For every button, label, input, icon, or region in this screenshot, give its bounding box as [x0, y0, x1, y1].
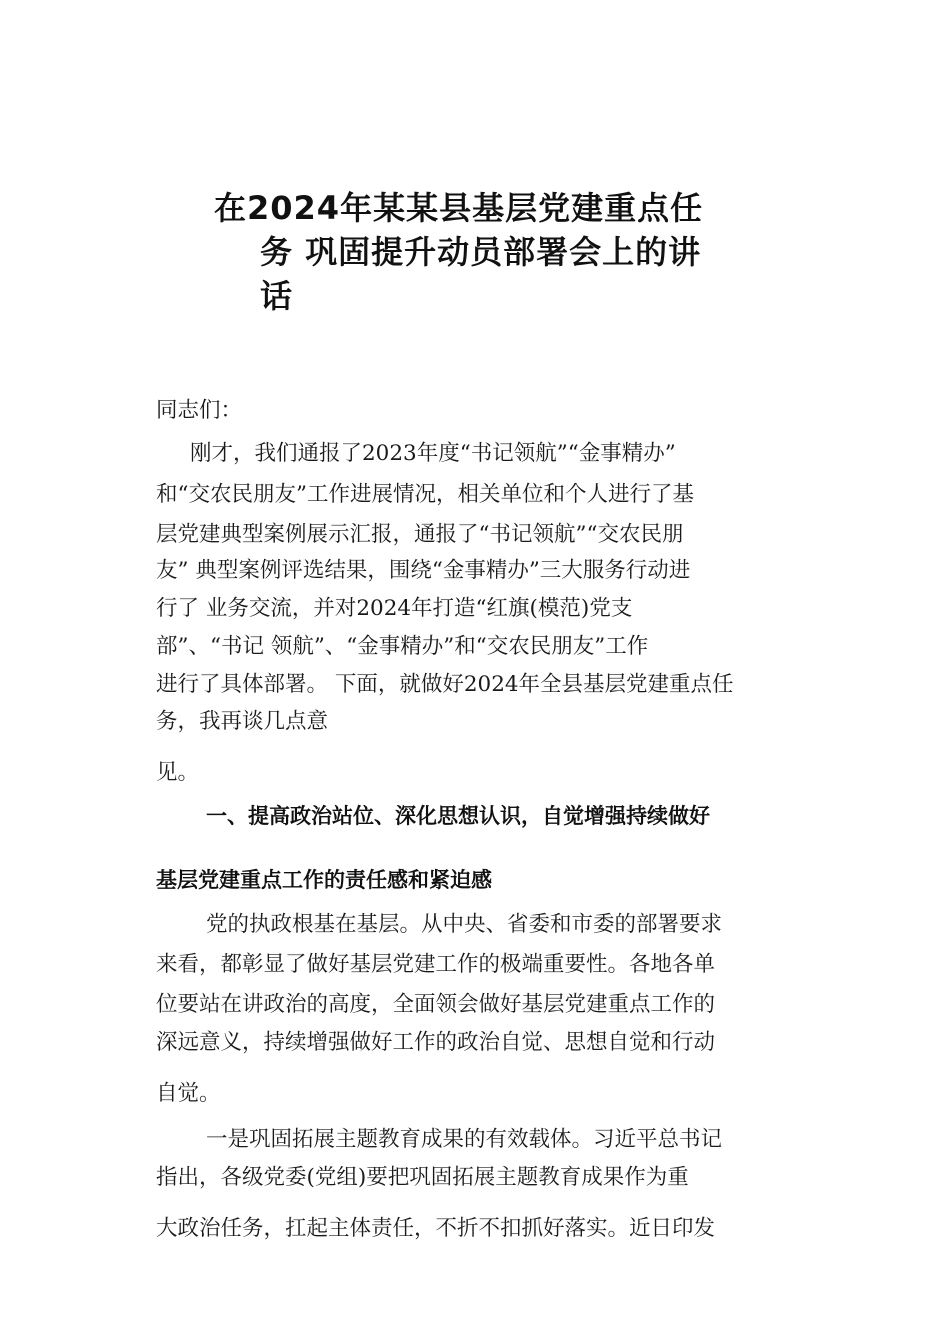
body-line: 党的执政根基在基层。从中央、省委和市委的部署要求: [206, 912, 723, 937]
body-line: 进行了具体部署。 下面，就做好2024年全县基层党建重点任: [156, 672, 734, 697]
body-line: 深远意义，持续增强做好工作的政治自觉、思想自觉和行动: [156, 1030, 716, 1055]
title-line-1: 在2024年某某县基层党建重点任: [214, 189, 704, 227]
body-line: 自觉。: [156, 1081, 221, 1106]
body-line: 位要站在讲政治的高度，全面领会做好基层党建重点工作的: [156, 992, 716, 1017]
body-line: 见。: [156, 760, 200, 785]
body-line: 部”、“书记 领航”、“金事精办”和“交农民朋友”工作: [156, 634, 649, 659]
body-line: 一是巩固拓展主题教育成果的有效载体。习近平总书记: [206, 1127, 723, 1152]
section-heading-cont: 基层党建重点工作的责任感和紧迫感: [156, 868, 492, 892]
document-title: [214, 186, 754, 318]
salutation: 同志们：: [156, 398, 243, 423]
body-line: 大政治任务，扛起主体责任，不折不扣抓好落实。近日印发: [156, 1216, 716, 1241]
body-line: 层党建典型案例展示汇报，通报了“书记领航”“交农民朋: [156, 522, 684, 547]
body-line: 务，我再谈几点意: [156, 709, 329, 734]
body-line: 和“交农民朋友”工作进展情况，相关单位和个人进行了基: [156, 482, 694, 507]
body-line: 刚才，我们通报了2023年度“书记领航”“金事精办”: [190, 441, 676, 466]
body-line: 行了 业务交流，并对2024年打造“红旗(模范)党支: [156, 596, 633, 621]
title-line-2: 务 巩固提升动员部署会上的讲: [260, 233, 702, 271]
body-line: 指出，各级党委(党组)要把巩固拓展主题教育成果作为重: [156, 1165, 689, 1190]
section-heading: 一、提高政治站位、深化思想认识，自觉增强持续做好: [206, 804, 710, 828]
title-line-3: 话: [260, 277, 294, 315]
body-line: 友” 典型案例评选结果，围绕“金事精办”三大服务行动进: [156, 558, 691, 583]
body-line: 来看，都彰显了做好基层党建工作的极端重要性。各地各单: [156, 952, 716, 977]
